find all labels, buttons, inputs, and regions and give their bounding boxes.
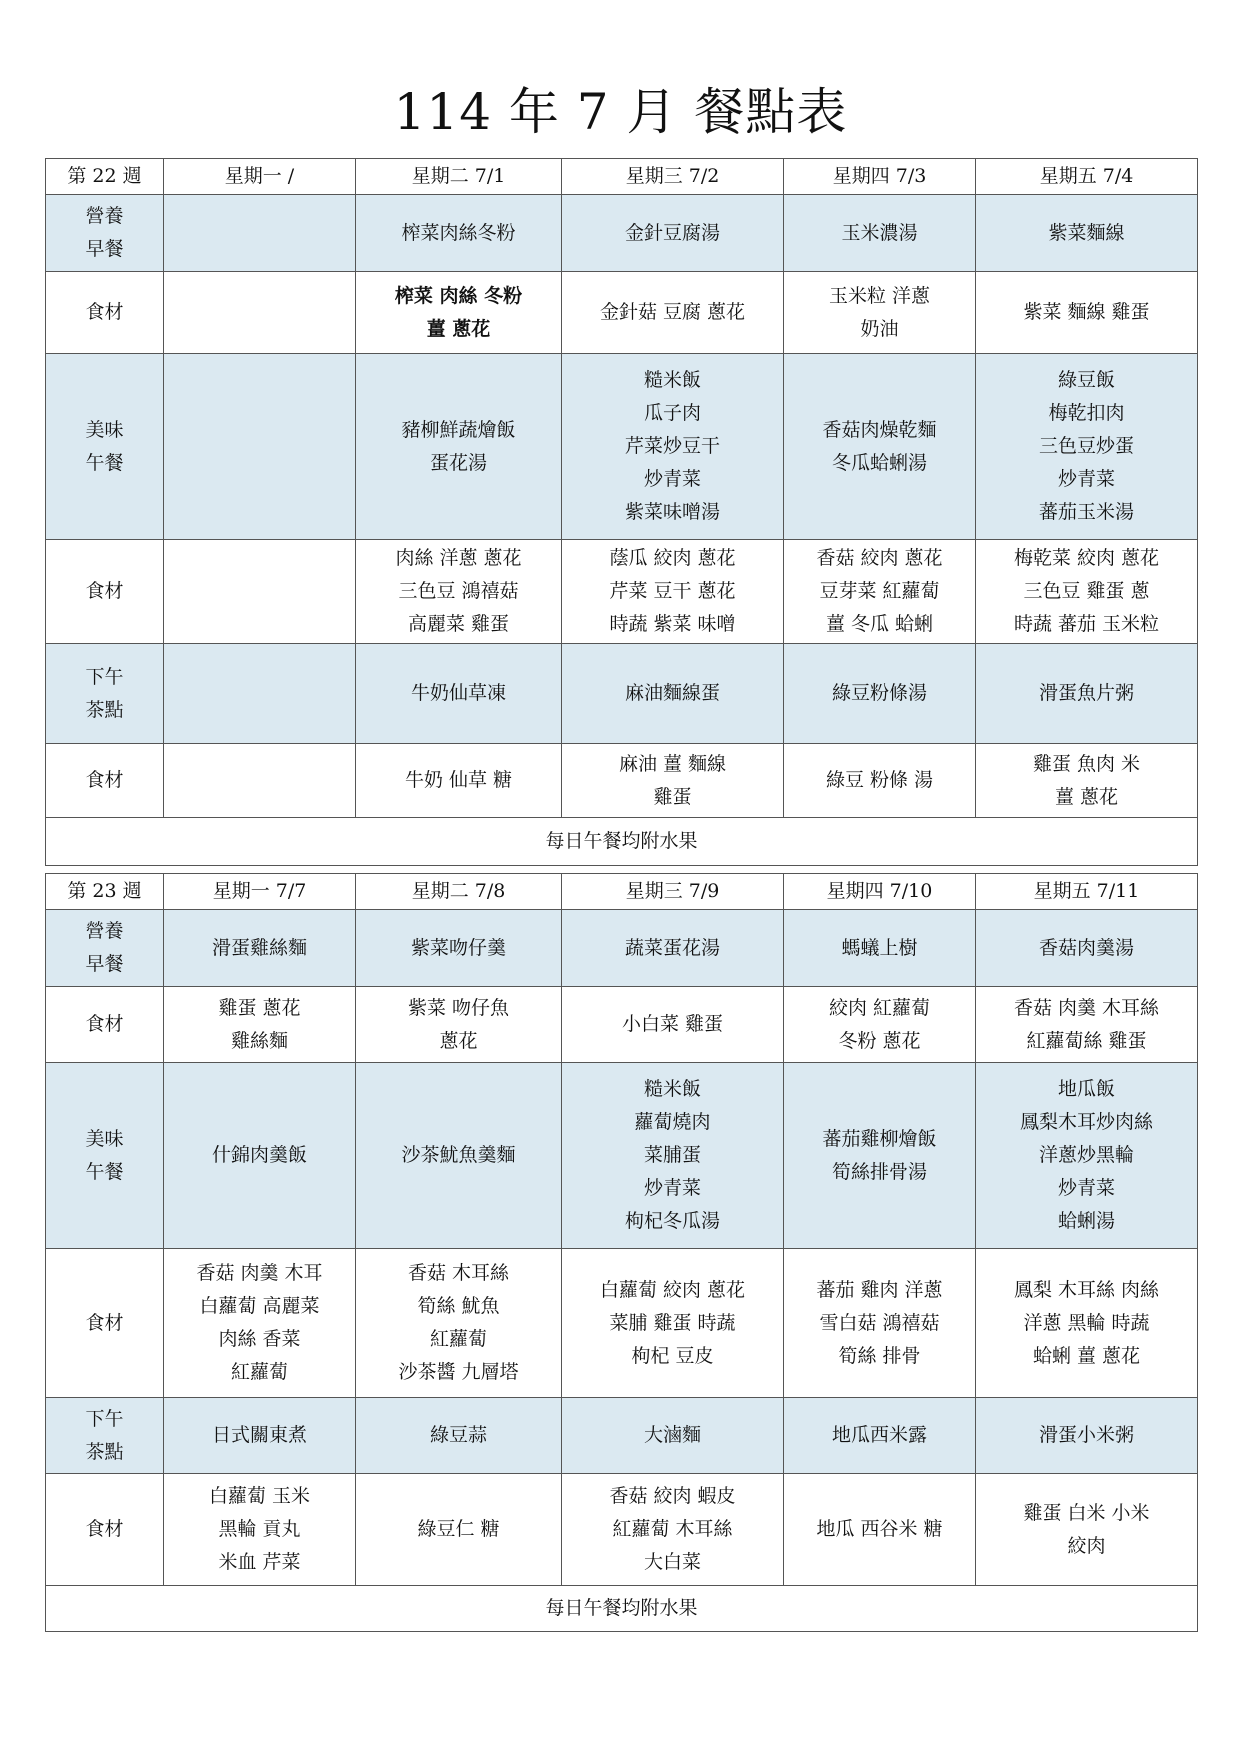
cell-line: 鳳梨 木耳絲 肉絲	[1013, 1278, 1160, 1301]
cell-line: 小白菜 雞蛋	[621, 1013, 724, 1035]
meal-cell: 玉米濃湯	[784, 195, 976, 272]
ingredients-cell	[356, 1474, 562, 1586]
menu-row-snack	[46, 1398, 1198, 1474]
cell-line: 洋蔥炒黑輪	[1038, 1144, 1134, 1166]
cell-line: 肉絲 洋蔥 蔥花	[395, 547, 522, 569]
cell-line: 金針菇 豆腐 蔥花	[599, 301, 746, 323]
ingredients-cell	[976, 1249, 1198, 1398]
cell-line: 紅蘿蔔 木耳絲	[612, 1518, 733, 1540]
cell-line: 香菇 肉羹 木耳絲	[1013, 996, 1160, 1019]
day-header: 星期四 7/3	[784, 159, 976, 195]
ingredients-cell	[784, 272, 976, 354]
menu-row-breakfast	[46, 195, 1198, 272]
menu-row-breakfast_ing	[46, 987, 1198, 1063]
day-header: 星期二 7/8	[356, 874, 562, 910]
row-label-snack	[46, 644, 164, 744]
cell-line: 三色豆炒蛋	[1038, 435, 1134, 457]
menu-row-days	[46, 159, 1198, 195]
cell-line: 雞蛋	[653, 785, 692, 808]
menu-row-lunch_ing	[46, 1249, 1198, 1398]
cell-line: 營養	[85, 920, 124, 942]
meal-cell: 滑蛋雞絲麵	[164, 910, 356, 987]
ingredients-cell	[784, 540, 976, 644]
cell-line: 雞蛋 魚肉 米	[1032, 752, 1141, 775]
cell-line: 鳳梨木耳炒肉絲	[1019, 1111, 1153, 1133]
cell-line: 紅蘿蔔	[429, 1328, 487, 1350]
day-header: 星期一 /	[164, 159, 356, 195]
meal-cell: 日式關東煮	[164, 1398, 356, 1474]
cell-line: 豆芽菜 紅蘿蔔	[819, 580, 940, 602]
menu-row-breakfast_ing	[46, 272, 1198, 354]
fruit-note: 每日午餐均附水果	[46, 1586, 1198, 1632]
day-header: 星期五 7/4	[976, 159, 1198, 195]
cell-line: 筍絲 排骨	[838, 1344, 921, 1367]
ingredients-cell	[784, 744, 976, 818]
cell-line: 營養	[85, 205, 124, 227]
ingredients-cell	[784, 1249, 976, 1398]
ingredients-cell	[976, 744, 1198, 818]
cell-line: 白蘿蔔 絞肉 蔥花	[599, 1278, 746, 1301]
menu-row-note	[46, 1586, 1198, 1632]
ingredients-cell	[356, 744, 562, 818]
ingredients-cell	[784, 1474, 976, 1586]
meal-cell: 大滷麵	[562, 1398, 784, 1474]
cell-line: 雞蛋 蔥花	[218, 996, 301, 1019]
meal-cell	[976, 1063, 1198, 1249]
row-label-ingredients: 食材	[46, 1249, 164, 1398]
cell-line: 梅乾菜 絞肉 蔥花	[1013, 547, 1160, 569]
menu-row-breakfast	[46, 910, 1198, 987]
cell-line: 炒青菜	[1057, 468, 1115, 490]
meal-cell: 麻油麵線蛋	[562, 644, 784, 744]
cell-line: 沙茶魷魚羹麵	[401, 1144, 516, 1166]
row-label-ingredients: 食材	[46, 540, 164, 644]
cell-line: 紫菜味噌湯	[624, 501, 720, 523]
cell-line: 大白菜	[643, 1551, 701, 1573]
cell-line: 筍絲 魷魚	[417, 1295, 500, 1317]
meal-cell	[356, 354, 562, 540]
cell-line: 瓜子肉	[643, 402, 701, 424]
row-label-breakfast	[46, 910, 164, 987]
cell-line: 菜脯蛋	[643, 1144, 701, 1166]
cell-line: 午餐	[85, 451, 124, 474]
ingredients-cell	[356, 1249, 562, 1398]
cell-line: 香菇 絞肉 蝦皮	[609, 1485, 736, 1507]
row-label-ingredients: 食材	[46, 1474, 164, 1586]
cell-line: 白蘿蔔 玉米	[208, 1485, 311, 1507]
meal-cell	[562, 1063, 784, 1249]
ingredients-cell	[976, 987, 1198, 1063]
ingredients-cell	[164, 744, 356, 818]
day-header: 星期三 7/9	[562, 874, 784, 910]
cell-line: 枸杞 豆皮	[631, 1344, 714, 1367]
cell-line: 蔥花	[439, 1029, 478, 1052]
menu-row-lunch	[46, 354, 1198, 540]
cell-line: 炒青菜	[643, 1177, 701, 1199]
meal-cell: 蔬菜蛋花湯	[562, 910, 784, 987]
ingredients-cell	[562, 272, 784, 354]
cell-line: 薑 蔥花	[1054, 785, 1119, 808]
menu-row-note	[46, 818, 1198, 866]
cell-line: 糙米飯	[643, 369, 701, 391]
cell-line: 蘿蔔燒肉	[634, 1111, 711, 1133]
ingredients-cell	[784, 987, 976, 1063]
meal-cell	[164, 195, 356, 272]
cell-line: 什錦肉羹飯	[211, 1144, 307, 1166]
meal-cell: 地瓜西米露	[784, 1398, 976, 1474]
day-header: 星期三 7/2	[562, 159, 784, 195]
menu-row-snack_ing	[46, 744, 1198, 818]
cell-line: 高麗菜 雞蛋	[407, 613, 510, 635]
cell-line: 黑輪 貢丸	[218, 1518, 301, 1540]
fruit-note: 每日午餐均附水果	[46, 818, 1198, 866]
ingredients-cell	[976, 540, 1198, 644]
week-22-menu-table	[45, 158, 1198, 866]
page-title: 114 年 7 月 餐點表	[393, 83, 848, 141]
meal-cell	[164, 644, 356, 744]
cell-line: 雞蛋 白米 小米	[1023, 1501, 1150, 1524]
meal-cell: 滑蛋小米粥	[976, 1398, 1198, 1474]
meal-cell: 綠豆蒜	[356, 1398, 562, 1474]
cell-line: 雞絲麵	[230, 1029, 288, 1052]
cell-line: 牛奶 仙草 糖	[404, 769, 513, 791]
week-23-menu-table	[45, 873, 1198, 1632]
ingredients-cell	[164, 272, 356, 354]
row-label-breakfast	[46, 195, 164, 272]
cell-line: 紅蘿蔔	[230, 1361, 288, 1383]
cell-line: 芹菜 豆干 蔥花	[609, 580, 736, 602]
cell-line: 蕃茄玉米湯	[1038, 501, 1134, 523]
cell-line: 午餐	[85, 1160, 124, 1183]
menu-row-snack	[46, 644, 1198, 744]
day-header: 星期四 7/10	[784, 874, 976, 910]
ingredients-cell	[164, 1249, 356, 1398]
ingredients-cell	[356, 540, 562, 644]
cell-line: 薑 蔥花	[426, 317, 491, 340]
ingredients-cell	[562, 987, 784, 1063]
cell-line: 豬柳鮮蔬燴飯	[401, 418, 516, 441]
meal-cell	[784, 1063, 976, 1249]
cell-line: 蕃茄雞柳燴飯	[822, 1127, 937, 1150]
meal-cell: 紫菜吻仔羹	[356, 910, 562, 987]
ingredients-cell	[976, 272, 1198, 354]
cell-line: 榨菜 肉絲 冬粉	[394, 284, 523, 307]
meal-cell: 香菇肉羹湯	[976, 910, 1198, 987]
cell-line: 絞肉 紅蘿蔔	[828, 996, 931, 1019]
cell-line: 蛋花湯	[429, 451, 487, 474]
meal-cell: 滑蛋魚片粥	[976, 644, 1198, 744]
meal-cell: 綠豆粉條湯	[784, 644, 976, 744]
cell-line: 地瓜 西谷米 糖	[816, 1518, 943, 1540]
cell-line: 奶油	[860, 317, 899, 340]
menu-row-snack_ing	[46, 1474, 1198, 1586]
cell-line: 炒青菜	[643, 468, 701, 490]
row-label-ingredients: 食材	[46, 744, 164, 818]
ingredients-cell	[356, 272, 562, 354]
ingredients-cell	[164, 1474, 356, 1586]
cell-line: 沙茶醬 九層塔	[398, 1361, 519, 1383]
cell-line: 菜脯 雞蛋 時蔬	[609, 1311, 736, 1334]
meal-cell	[356, 1063, 562, 1249]
cell-line: 筍絲排骨湯	[831, 1160, 927, 1183]
cell-line: 肉絲 香菜	[218, 1328, 301, 1350]
meal-cell: 紫菜麵線	[976, 195, 1198, 272]
cell-line: 芹菜炒豆干	[624, 435, 720, 457]
meal-cell	[164, 354, 356, 540]
cell-line: 綠豆仁 糖	[417, 1518, 500, 1540]
cell-line: 蛤蜊 薑 蔥花	[1032, 1344, 1141, 1367]
cell-line: 枸杞冬瓜湯	[624, 1210, 720, 1232]
meal-cell	[164, 1063, 356, 1249]
cell-line: 三色豆 鴻禧菇	[398, 580, 519, 602]
cell-line: 早餐	[85, 238, 124, 260]
cell-line: 紫菜 麵線 雞蛋	[1023, 301, 1150, 323]
cell-line: 冬瓜蛤蜊湯	[831, 451, 927, 474]
cell-line: 米血 芹菜	[218, 1551, 301, 1573]
row-label-lunch	[46, 1063, 164, 1249]
cell-line: 下午	[85, 1407, 124, 1430]
ingredients-cell	[164, 987, 356, 1063]
ingredients-cell	[164, 540, 356, 644]
day-header: 星期五 7/11	[976, 874, 1198, 910]
ingredients-cell	[562, 1474, 784, 1586]
cell-line: 地瓜飯	[1057, 1078, 1115, 1100]
menu-row-days	[46, 874, 1198, 910]
cell-line: 冬粉 蔥花	[838, 1029, 921, 1052]
cell-line: 美味	[85, 1127, 124, 1150]
cell-line: 香菇肉燥乾麵	[822, 418, 937, 441]
row-label-lunch	[46, 354, 164, 540]
row-label-ingredients: 食材	[46, 987, 164, 1063]
cell-line: 綠豆 粉條 湯	[825, 769, 934, 791]
meal-cell	[976, 354, 1198, 540]
cell-line: 炒青菜	[1057, 1177, 1115, 1199]
cell-line: 時蔬 蕃茄 玉米粒	[1013, 613, 1160, 635]
cell-line: 雪白菇 鴻禧菇	[819, 1311, 940, 1334]
cell-line: 絞肉	[1067, 1534, 1106, 1557]
cell-line: 茶點	[85, 698, 124, 721]
menu-row-lunch	[46, 1063, 1198, 1249]
day-header: 星期二 7/1	[356, 159, 562, 195]
cell-line: 三色豆 雞蛋 蔥	[1023, 580, 1150, 602]
week-label: 第 23 週	[46, 874, 164, 910]
cell-line: 糙米飯	[643, 1078, 701, 1100]
meal-cell: 牛奶仙草凍	[356, 644, 562, 744]
cell-line: 梅乾扣肉	[1048, 402, 1125, 424]
row-label-snack	[46, 1398, 164, 1474]
cell-line: 香菇 絞肉 蔥花	[816, 547, 943, 569]
ingredients-cell	[562, 744, 784, 818]
cell-line: 早餐	[85, 953, 124, 975]
ingredients-cell	[356, 987, 562, 1063]
cell-line: 蔭瓜 絞肉 蔥花	[609, 547, 736, 569]
cell-line: 麻油 薑 麵線	[618, 752, 727, 775]
ingredients-cell	[562, 1249, 784, 1398]
cell-line: 時蔬 紫菜 味噌	[609, 613, 736, 635]
cell-line: 玉米粒 洋蔥	[828, 284, 931, 307]
cell-line: 香菇 肉羹 木耳	[196, 1262, 323, 1284]
row-label-ingredients: 食材	[46, 272, 164, 354]
cell-line: 茶點	[85, 1440, 124, 1463]
cell-line: 蕃茄 雞肉 洋蔥	[816, 1278, 943, 1301]
cell-line: 美味	[85, 418, 124, 441]
meal-cell	[562, 354, 784, 540]
meal-cell: 螞蟻上樹	[784, 910, 976, 987]
cell-line: 香菇 木耳絲	[407, 1262, 510, 1284]
cell-line: 白蘿蔔 高麗菜	[199, 1295, 320, 1317]
day-header: 星期一 7/7	[164, 874, 356, 910]
cell-line: 薑 冬瓜 蛤蜊	[825, 613, 934, 635]
cell-line: 洋蔥 黑輪 時蔬	[1023, 1311, 1150, 1334]
cell-line: 紫菜 吻仔魚	[407, 996, 510, 1019]
ingredients-cell	[976, 1474, 1198, 1586]
cell-line: 下午	[85, 665, 124, 688]
cell-line: 蛤蜊湯	[1057, 1210, 1115, 1232]
meal-cell	[784, 354, 976, 540]
cell-line: 紅蘿蔔絲 雞蛋	[1026, 1029, 1147, 1052]
ingredients-cell	[562, 540, 784, 644]
week-label: 第 22 週	[46, 159, 164, 195]
meal-cell: 榨菜肉絲冬粉	[356, 195, 562, 272]
cell-line: 綠豆飯	[1057, 369, 1115, 391]
meal-cell: 金針豆腐湯	[562, 195, 784, 272]
menu-row-lunch_ing	[46, 540, 1198, 644]
